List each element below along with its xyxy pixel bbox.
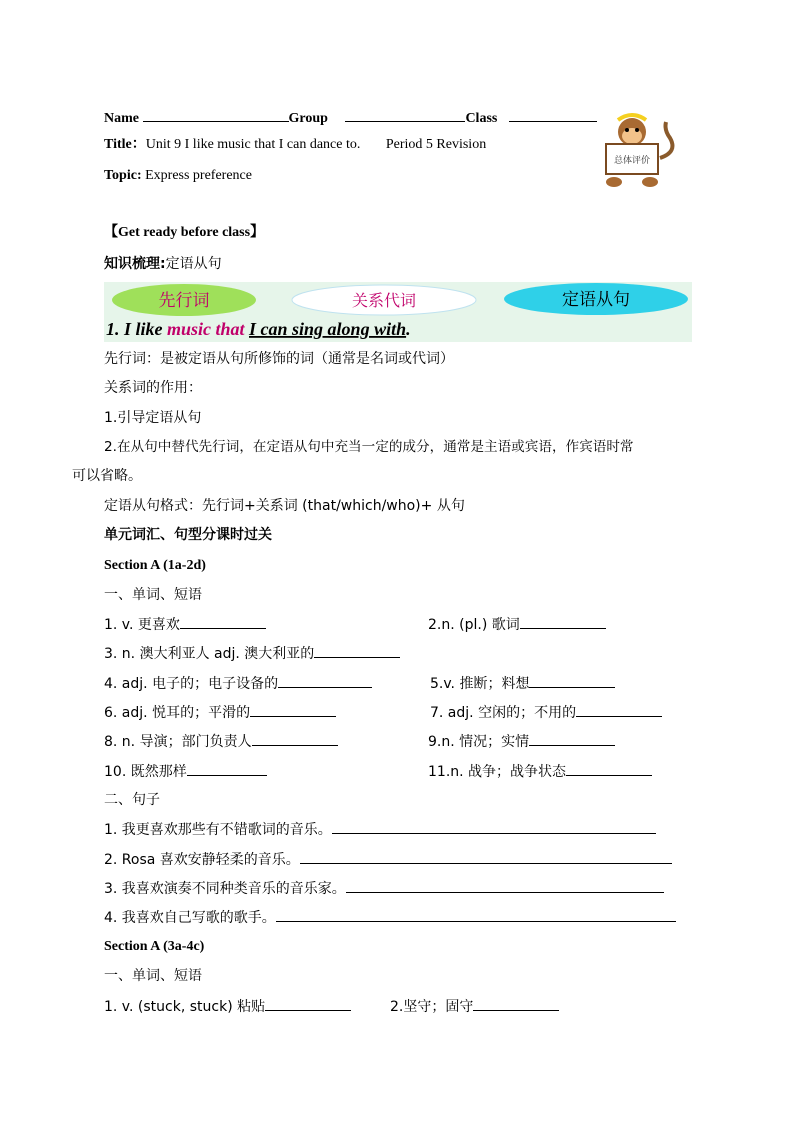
vocab-item: 5.v. 推断；料想 <box>430 673 615 695</box>
vocab-item: 6. adj. 悦耳的；平滑的 <box>104 702 336 724</box>
sentence-start: 1. I like <box>106 319 167 339</box>
group-label: Group <box>288 111 328 126</box>
answer-blank[interactable] <box>300 849 672 864</box>
vocab-item: 7. adj. 空闲的；不用的 <box>430 702 662 724</box>
sentence-end: . <box>406 319 411 339</box>
answer-blank[interactable] <box>265 996 351 1011</box>
sentence-item: 4. 我喜欢自己写歌的歌手。 <box>104 907 676 929</box>
answer-blank[interactable] <box>332 819 656 834</box>
section-a1-words-heading: 一、单词、短语 <box>104 587 202 603</box>
monkey-evaluation-icon <box>596 112 680 192</box>
title-label: Title： <box>104 137 146 152</box>
section-a1-title: Section A (1a-2d) <box>104 558 206 573</box>
vocab-item: 2.n. (pl.) 歌词 <box>428 614 606 636</box>
topic-row <box>104 166 252 186</box>
section-a2-words-heading: 一、单词、短语 <box>104 968 202 984</box>
sentence-clause: I can sing along with <box>249 319 407 339</box>
group-field[interactable] <box>345 107 465 122</box>
knowledge-heading-rest: 定语从句 <box>165 256 222 272</box>
vocab-item: 4. adj. 电子的；电子设备的 <box>104 673 372 695</box>
get-ready-heading: 【Get ready before class】 <box>104 225 265 240</box>
relative-clause-banner <box>104 282 692 342</box>
vocab-item: 11.n. 战争；战争状态 <box>428 761 652 783</box>
vocab-item: 10. 既然那样 <box>104 761 267 783</box>
section-a2-title: Section A (3a-4c) <box>104 939 205 954</box>
knowledge-line-1: 先行词：是被定语从句所修饰的词（通常是名词或代词） <box>104 351 454 367</box>
knowledge-heading-bold: 知识梳理: <box>104 256 166 272</box>
answer-blank[interactable] <box>314 643 400 658</box>
knowledge-line-2: 关系词的作用： <box>104 380 202 396</box>
knowledge-line-5: 可以省略。 <box>72 468 142 484</box>
knowledge-line-3: 1.引导定语从句 <box>104 410 202 426</box>
name-label: Name <box>104 111 139 126</box>
answer-blank[interactable] <box>520 614 606 629</box>
badge-text: 总体评价 <box>613 156 651 166</box>
sentence-item: 3. 我喜欢演奏不同种类音乐的音乐家。 <box>104 878 664 900</box>
answer-blank[interactable] <box>529 731 615 746</box>
class-field[interactable] <box>509 107 597 122</box>
bubble-antecedent: 先行词 <box>158 291 210 311</box>
class-label: Class <box>465 111 498 126</box>
vocab-item: 3. n. 澳大利亚人 adj. 澳大利亚的 <box>104 643 400 665</box>
answer-blank[interactable] <box>576 702 662 717</box>
vocab-item: 9.n. 情况；实情 <box>428 731 615 753</box>
knowledge-heading <box>104 254 222 275</box>
sentence-relative: that <box>211 319 250 339</box>
title-value: Unit 9 I like music that I can dance to. <box>145 137 361 152</box>
sentence-item: 1. 我更喜欢那些有不错歌词的音乐。 <box>104 819 656 841</box>
unit-heading: 单元词汇、句型分课时过关 <box>104 527 272 543</box>
sentence-item: 2. Rosa 喜欢安静轻柔的音乐。 <box>104 849 672 871</box>
period-label: Period 5 Revision <box>385 137 487 152</box>
answer-blank[interactable] <box>278 673 372 688</box>
topic-value: Express preference <box>145 168 252 183</box>
sentence-antecedent: music <box>167 319 212 339</box>
bubble-relative: 关系代词 <box>351 291 417 310</box>
sentences-heading: 二、句子 <box>104 792 160 808</box>
svg-text:1. I like music that I can sin <box>106 319 411 339</box>
answer-blank[interactable] <box>187 761 267 776</box>
bubble-clause: 定语从句 <box>562 290 630 310</box>
answer-blank[interactable] <box>276 907 676 922</box>
vocab-item: 8. n. 导演；部门负责人 <box>104 731 338 753</box>
answer-blank[interactable] <box>473 996 559 1011</box>
knowledge-line-4: 2.在从句中替代先行词，在定语从句中充当一定的成分，通常是主语或宾语，作宾语时常 <box>104 439 634 455</box>
answer-blank[interactable] <box>180 614 266 629</box>
name-field[interactable] <box>143 107 289 122</box>
topic-label: Topic: <box>104 168 142 183</box>
answer-blank[interactable] <box>566 761 652 776</box>
knowledge-line-6: 定语从句格式：先行词+关系词 (that/which/who)+ 从句 <box>104 498 465 514</box>
vocab-item: 2.坚守；固守 <box>390 996 559 1018</box>
student-info-row <box>104 107 597 129</box>
answer-blank[interactable] <box>529 673 615 688</box>
title-row <box>104 135 486 155</box>
answer-blank[interactable] <box>346 878 664 893</box>
answer-blank[interactable] <box>252 731 338 746</box>
answer-blank[interactable] <box>250 702 336 717</box>
vocab-item: 1. v. (stuck, stuck) 粘贴 <box>104 996 351 1018</box>
vocab-item: 1. v. 更喜欢 <box>104 614 266 636</box>
